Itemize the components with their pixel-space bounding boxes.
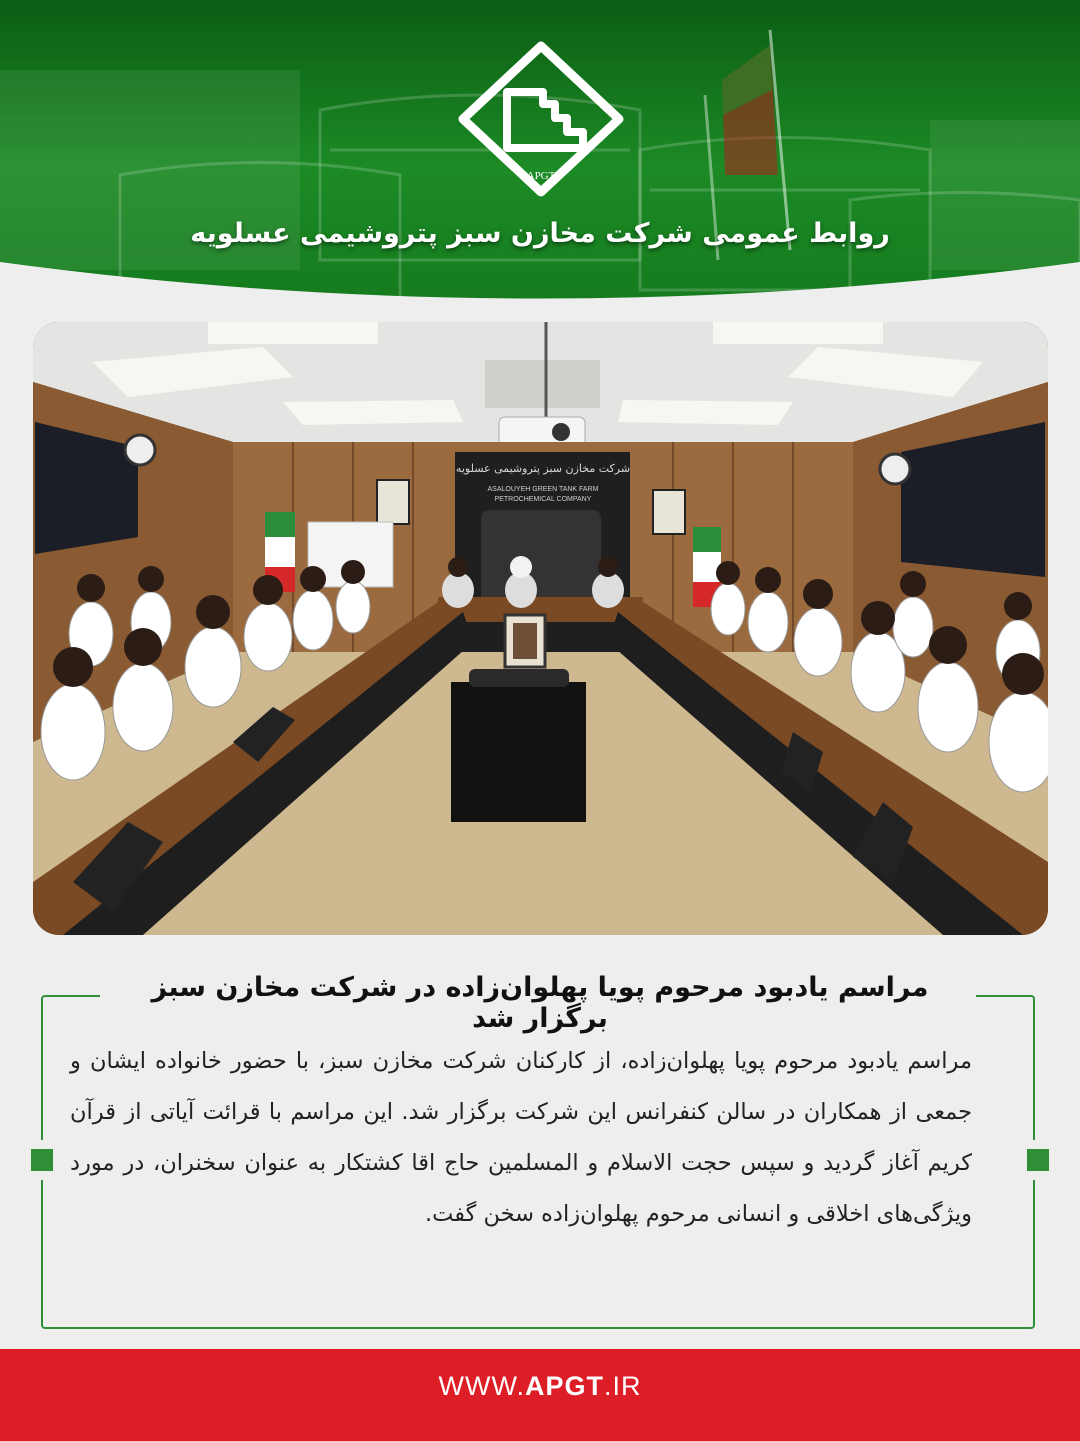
website-link[interactable]: [0, 1371, 1080, 1402]
article-title: مراسم یادبود مرحوم پویا پهلوان‌زاده در شرکت مخازن سبز برگزار شد: [151, 972, 929, 1034]
header-banner: [0, 0, 1080, 305]
url-prefix: WWW.: [438, 1371, 525, 1401]
org-title: روابط عمومی شرکت مخازن سبز پتروشیمی عسلویه: [190, 218, 890, 249]
frame-left-square: [31, 1149, 53, 1171]
conference-room-illustration: [33, 322, 1048, 935]
wall-sign-en-1: ASALOUYEH GREEN TANK FARM: [487, 486, 599, 493]
meeting-photo: [33, 322, 1048, 935]
url-suffix: .IR: [603, 1371, 642, 1401]
url-brand: APGT: [524, 1371, 604, 1401]
frame-right-square: [1027, 1149, 1049, 1171]
wall-sign-fa: شرکت مخازن سبز پتروشیمی عسلویه: [455, 462, 631, 475]
logo-text: APGT: [526, 170, 556, 182]
wall-sign-en-2: PETROCHEMICAL COMPANY: [494, 496, 592, 503]
article-body: مراسم یادبود مرحوم پویا پهلوان‌زاده، از کارکنان شرکت مخازن سبز، با حضور خانواده ایشان و جمعی از همکاران در سالن کنفرانس این شرکت برگزار شد. این مراسم با قرائت آیاتی از قرآن کریم آغاز گردید و سپس حجت الاسلام و المسلمین حاج اقا کشتکار به عنوان سخنران، در مورد ویژگی‌های اخلاقی و انسانی مرحوم پهلوان‌زاده سخن گفت.: [70, 1048, 972, 1227]
apgt-logo: [455, 40, 627, 198]
